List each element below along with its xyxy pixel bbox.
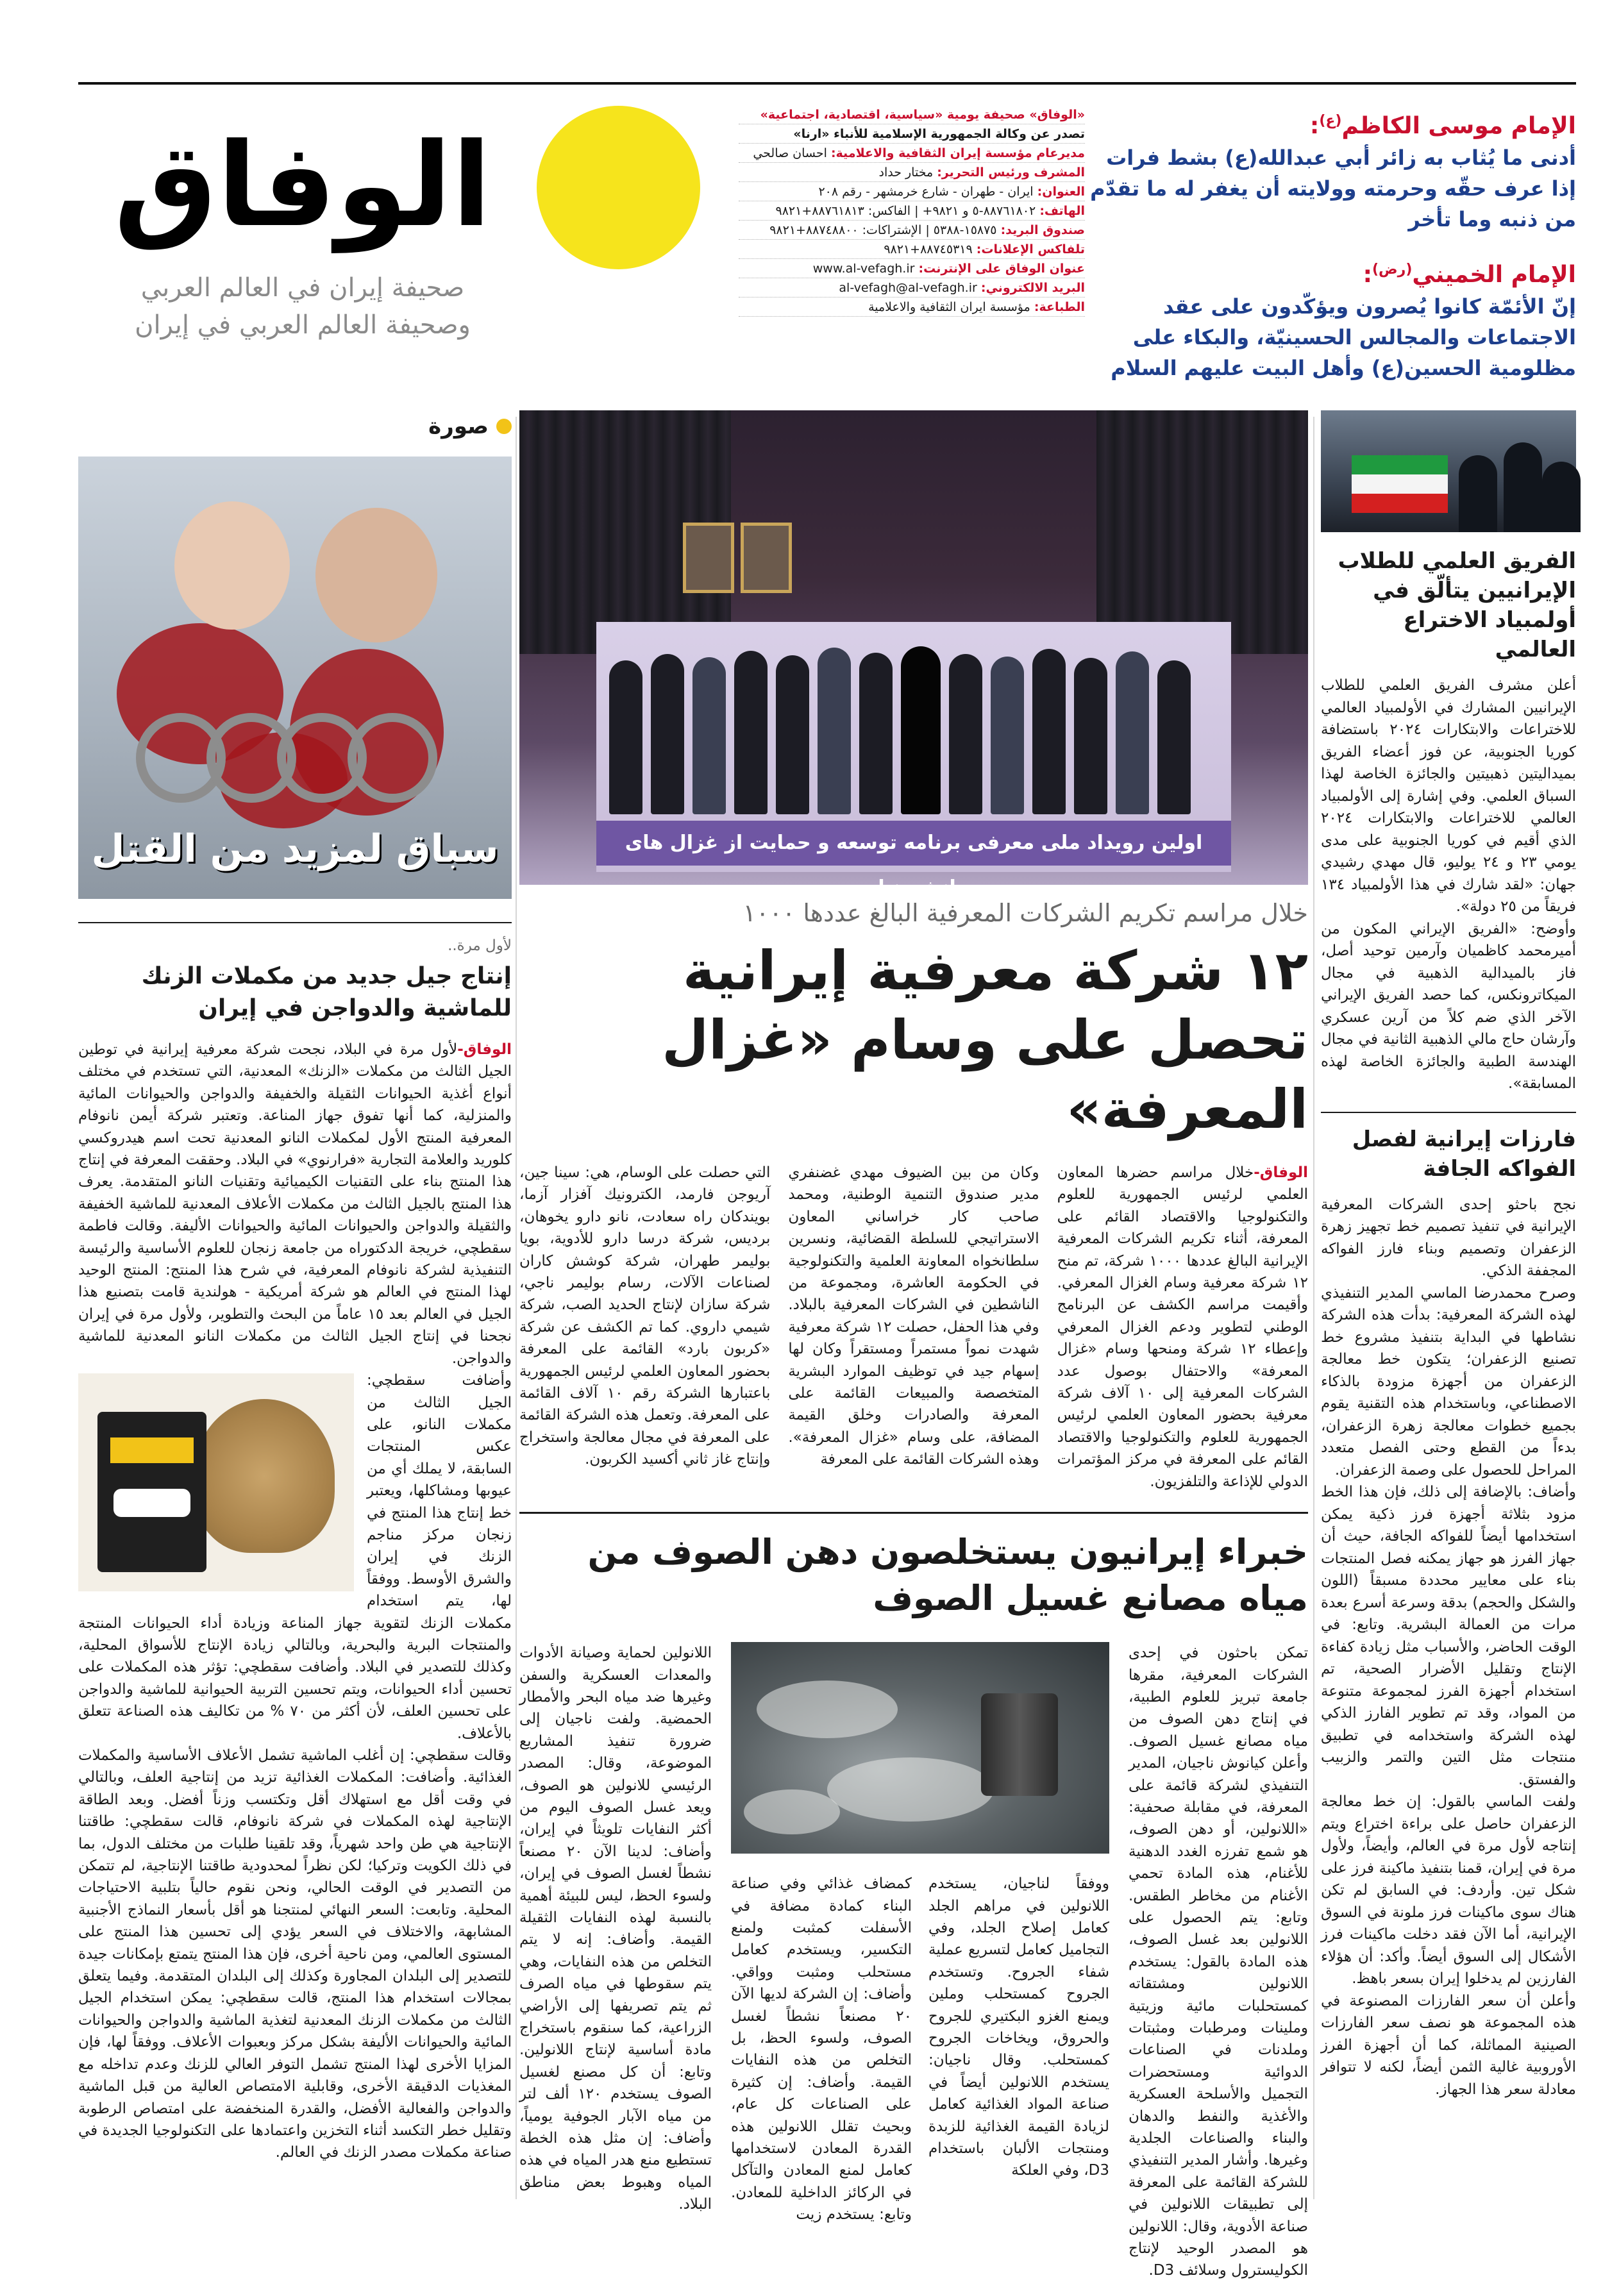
newspaper-logo[interactable] bbox=[78, 103, 527, 344]
guest-figure bbox=[692, 657, 726, 814]
imprint-box bbox=[739, 105, 1085, 317]
quote-speaker: الإمام موسى الكاظم$^{(ع)}$: bbox=[1309, 113, 1576, 139]
guest-figure bbox=[949, 654, 982, 814]
guest-figure bbox=[1116, 651, 1149, 814]
article-body: وصرح محمدرضا الماسي المدير التنفيذي لهذه الشركة المعرفية: بدأت هذه الشركة نشاطها في البداية بتنفيذ مشروع خط تصنيع الزعفران؛ يتكون خط معالجة الزعفران من أجهزة مزودة بالذكاء الاصطناعي، وباستخدام هذه التقنية يقوم بجميع خطوات معالجة زهرة الزعفران، بدءاً من القطع وحتى الفصل متعدد المراحل للحصول على وصمة الزعفران. bbox=[1321, 1284, 1576, 1479]
guest-figure bbox=[901, 646, 941, 814]
guest-figure bbox=[1074, 658, 1107, 814]
article-body: وأضاف: بالإضافة إلى ذلك، فإن هذا الخط مزود بثلاثة أجهزة فرز ذكية يمكن استخدامها أيضاً للفواكه الجافة، حيث أن جهاز الفرز هو جهاز يمكنه فصل المنتجات بناء على معايير محددة مسبقاً (اللون والشكل والحجم) بدقة وسرعة أسرع بعدة مرات من العمالة البشرية. وتابع: في الوقت الحاضر، والأسباب مثل زيادة كفاءة الإنتاج وتقليل الأضرار الصحية، تم استخدام أجهزة الفرز لمجموعة متنوعة من المواد، وقد تم تطوير الفارز الذكي لهذه الشركة واستخدامه في تطبيق منتجات مثل التين والتمر والزبيب والفستق. bbox=[1321, 1484, 1576, 1788]
logo-subtitle: وصحيفة العالم العربي في إيران bbox=[135, 310, 471, 340]
caricature-head bbox=[174, 501, 290, 630]
article-kicker: لأول مرة.. bbox=[448, 937, 512, 954]
article-column: تمكن باحثون في إحدى الشركات المعرفية، مقرها جامعة تبريز للعلوم الطبية، في إنتاج دهن الصوف من مياه مصانع غسيل الصوف. وأعلن كيانوش ناجيان، المدير التنفيذي لشركة قائمة على المعرفة، في مقابلة صحفية: «اللانولين، أو دهن الصوف، هو شمع تفرزه الغدد الدهنية للأغنام، هذه المادة تحمي الأغنام من مخاطر الطقس. وتابع: يتم الحصول على اللانولين بعد غسل الصوف، هذه المادة بالقول: يستخدم اللانولين ومشتقاته كمستحلبات مائية وزيتية وملينات ومرطبات ومثبتات وملدنات في الصناعات الدوائية ومستحضرات التجميل والأسلحة العسكرية والأغذية والنفط والدهان والبناء والصناعات الجلدية وغيرها. وأشار المدير التنفيذي للشركة القائمة على المعرفة إلى تطبيقات اللانولين في صناعة الأدوية، وقال: اللانولين هو المصدر الوحيد لإنتاج الكوليسترول وسلائف D3. bbox=[1129, 1645, 1308, 2279]
guest-figure bbox=[1032, 649, 1066, 814]
cartoon-image[interactable] bbox=[78, 457, 512, 899]
article-body: وقالت سقطچي: إن أغلب الماشية تشمل الأعلاف الأساسية والمكملات الغذائية. وأضافت: المكملات الغذائية تزيد من إنتاجية العلف، وبالتالي في وقت أقل مع استهلاك أقل وتكتسب وزناً أفضل. وبعد الطاقة الإنتاجية لهذه المكملات في شركة نانوفام، قالت سقطچي: طاقتنا الإنتاجية هي طن واحد شهرياً، وقد تلقينا طلبات من مختلف الدول، بما في ذلك الكويت وتركيا؛ لكن نظراً لمحدودية طاقتنا الإنتاجية، لم تتمكن من التصدير في الوقت الحالي، ونحن نقوم حالياً بتلبية الاحتياجات المحلية. وتابعت: السعر النهائي لمنتجنا هو أقل بأسعار النماذج الأجنبية المشابهة، والاختلاف في السعر يؤدي إلى تحسين هذا المنتج على المستوى العالمي، ومن ناحية أخرى، فإن هذا المنتج يتمتع بإمكانات جيدة للتصدير إلى البلدان المجاورة وكذلك إلى البلدان المتقدمة. وفيما يتعلق بمجالات استخدام هذا المنتج، قالت سقطچي: يمكن استخدام الجيل الثالث من مكملات الزنك المعدنية لتغذية الماشية والدواجن والحيوانات المائية والحيوانات الأليفة بشكل مركز وبعبوات الأعلاف. ووفقاً لها، فإن المزايا الأخرى لهذا المنتج تشمل التوفر العالي للزنك وعدم تداخله مع المغذيات الدقيقة الأخرى، وقابلية الامتصاص العالية من قبل الماشية والدواجن والفعالية الأفضل، والقدرة المنخفضة على امتصاص الرطوبة وتقليل خطر التكسد أثناء التخزين واعتمادها على التكنولوجيا الجديدة في صناعة مكملات مصدر الزنك في العالم. bbox=[78, 1747, 512, 2161]
imprint-tagline: تصدر عن وكالة الجمهورية الإسلامية للأنباء «ارنا» bbox=[739, 124, 1085, 144]
imprint-line: الهاتف: ٨٨٧٦١٨٠٢-٥ و ٩٨٢١+ | الفاكس: ٨٨٧٦١٨١٣+٩٨٢١ bbox=[739, 201, 1085, 221]
quote-speaker: الإمام الخميني$^{(رض)}$: bbox=[1363, 262, 1576, 288]
article-column: كمضاف غذائي وفي صناعة البناء كمادة مضافة في الأسفلت كمثبت ولمنع التكسير، ويستخدم كعامل مستحلب ومثبت وواقي. وأضاف: إن الشركة لديها الآن ٢٠ مصنعاً نشطاً لغسل الصوف، ولسوء الحظ، بل التخلص من هذه النفايات القيمة. وأضاف: إن كثيرة على الصناعات كل عام، وبحيث تقلل اللانولين هذه القدرة المعادن لاستخدامها كعامل لمنع المعادن والتآكل في الركائز الداخلية للمعادن. وتابع: يستخدم زيت bbox=[731, 1875, 912, 2224]
olympic-ring bbox=[348, 713, 437, 803]
imprint-website[interactable]: عنوان الوفاق على الإنترنت: www.al-vefagh.ir bbox=[739, 259, 1085, 278]
dot-icon bbox=[496, 419, 512, 434]
logo-subtitle: صحيفة إيران في العالم العربي bbox=[140, 273, 465, 303]
portrait-frame bbox=[741, 523, 792, 593]
article-columns bbox=[731, 1873, 1109, 2226]
center-column bbox=[519, 410, 1308, 2279]
quote-text: أدنى ما يُثاب به زائر أبي عبدالله(ع) بشط فرات إذا عرف حقّه وحرمته وولايته أن يغفر له ما تقدّم من ذنبه وما تأخر bbox=[1090, 146, 1576, 231]
guest-figure bbox=[818, 648, 851, 814]
quotes-panel bbox=[1089, 105, 1576, 403]
person-figure bbox=[1504, 442, 1542, 532]
article-body: وأوضح: «الفريق الإيراني المكون من أميرمحمد كاظميان وآرمين توحيد أصل، فاز بالميدالية الذهبية في مجال الميكاترونكس، كما حصد الفريق الإيراني الآخر الذي ضم كلاً من آرين عسكري وآرشان حاج مالي الذهبية الثانية في مجال الهندسة الطبية والجائزة الخاصة لهذه المسابقة». bbox=[1321, 920, 1576, 1092]
product-image bbox=[78, 1373, 354, 1591]
imprint-line: مديرعام مؤسسة إيران الثقافية والاعلامية: احسان صالحي bbox=[739, 144, 1085, 163]
imprint-line: صندوق البريد: ١٥٨٧٥-٥٣٨٨ | الإشتراكات: ٨٨٧٤٨٨٠٠+٩٨٢١ bbox=[739, 221, 1085, 240]
left-column bbox=[78, 410, 512, 2199]
quote-text: إنّ الأئمّة كانوا يُصرون ويؤكّدون على عقد الاجتماعات والمجالس الحسينيّة، والبكاء على مظلومية الحسين(ع) وأهل البيت عليهم السلام bbox=[1111, 294, 1576, 380]
imprint-line: العنوان: ايران - طهران - شارع خرمشهر - رقم ٢٠٨ bbox=[739, 182, 1085, 201]
section-divider bbox=[519, 1512, 1308, 1514]
guest-figure bbox=[859, 653, 893, 814]
imprint-email[interactable]: البريد الالكتروني: al-vefagh@al-vefagh.ir bbox=[739, 278, 1085, 297]
quote-kazem bbox=[1089, 105, 1576, 235]
caricature-head bbox=[315, 508, 437, 642]
portrait-frame bbox=[683, 523, 734, 593]
article-column: اللانولين لحماية وصيانة الأدوات والمعدات العسكرية والسفن وغيرها ضد مياه البحر والأمطار الحمضية. ولفت ناجيان إلى ضرورة تنفيذ المشاريع الموضوعة، وقال: المصدر الرئيسي للانولين هو الصوف، ويعد غسل الصوف اليوم من أكثر النفايات تلويثاً في إيران، وأضاف: لدينا الآن ٢٠ مصنعاً نشطاً لغسل الصوف في إيران، ولسوء الحظ، ليس للبيئة أهمية بالنسبة لهذه النفايات الثقيلة القيمة. وأضاف: إنه لا يتم التخلص من هذه النفايات، وهي يتم سقوطها في مياه الصرف ثم يتم تصريفها إلى الأراضي الزراعية، كما سنقوم باستخراج مادة أساسية لإنتاج اللانولين. وتابع: أن كل مصنع لغسيل الصوف يستخدم ١٢٠ ألف لتر من مياه الآبار الجوفية يومياً، وأضاف: إن مثل هذه الخطة تستطيع منع هدر المياه في هذه المياه وهبوط بعض مناطق البلاد. bbox=[519, 1645, 712, 2213]
guest-figure bbox=[776, 655, 809, 814]
article-body: نجح باحثو إحدى الشركات المعرفية الإيرانية في تنفيذ تصميم خط تجهيز زهرة الزعفران وتصميم وبناء فارز الفواكه المجففة الذكي. bbox=[1321, 1196, 1576, 1279]
yellow-circle-graphic bbox=[537, 106, 700, 269]
guest-figure bbox=[1157, 660, 1191, 814]
lead-tag: الوفاق- bbox=[457, 1041, 512, 1058]
livestock-icon bbox=[113, 1489, 190, 1517]
zinc-article bbox=[78, 1039, 512, 2164]
team-photo bbox=[1321, 410, 1576, 532]
article-column: وكان من بين الضيوف مهدي غضنفري مدير صندوق التنمية الوطنية، ومحمد صاحب كار خراساني المعاون الاستراتيجي للسلطة القضائية، ونسرين سلطانخواه المعاونة العلمية والتكنولوجية في الحكومة العاشرة، ومجموعة من الناشطين في الشركات المعرفية بالبلاد. وفي هذا الحفل، حصلت ١٢ شركة معرفية شهدت نمواً مستمراً ومستقراً وكان لها إسهام جيد في توظيف الموارد البشرية المتخصصة والمبيعات القائمة على المعرفة والصادرات وخلق القيمة المضافة، على وسام «غزال المعرفة». وهذه الشركات القائمة على المعرفة bbox=[788, 1164, 1039, 1468]
imprint-line: المشرف ورئيس التحرير: مختار حداد bbox=[739, 163, 1085, 182]
article-column: التي حصلت على الوسام، هي: سينا جين، آريوجن فارمد، الكترونيك آفزار آزما، بويندكان راه سعادت، نانو دارو يخوهان، بردیس، شرکة درسا دارو للأدوية، بويا بوليمر طهران، شركة كوشش كاران لصناعات الآلات، رسام بوليمر ناجي، شركة سازان لإنتاج الحديد الصب، شركة شيمي داروي. كما تم الكشف عن شركة «كربون بارد» القائمة على المعرفة بحضور المعاون العلمي لرئيس الجمهورية باعتبارها الشركة رقم ١٠ آلاف القائمة على المعرفة. وتعمل هذه الشركة القائمة على المعرفة في مجال معالجة واستخراج وإنتاج غاز ثاني أكسيد الكربون. bbox=[519, 1164, 771, 1468]
masthead bbox=[78, 90, 1576, 398]
ceremony-photo bbox=[519, 410, 1308, 899]
person-figure bbox=[1542, 462, 1581, 532]
guest-figure bbox=[651, 654, 684, 814]
article-title[interactable]: خبراء إيرانيون يستخلصون دهن الصوف من مياه مصانع غسيل الصوف bbox=[587, 1532, 1308, 1619]
article-body: وأعلن أن سعر الفارزات المصنوعة في هذه المجموعة هو نصف سعر الفارزات الصينية المماثلة، كما أن أجهزة الفرز الأوروبية غالية الثمن أيضاً، لكنه لا تتوافر معادلة سعر هذا الجهاز. bbox=[1321, 1992, 1576, 2098]
guest-figure bbox=[991, 657, 1024, 814]
grain-pile bbox=[194, 1399, 335, 1553]
article-column: الوفاق-خلال مراسم حضرها المعاون العلمي لرئيس الجمهورية للعلوم والتكنولوجيا والاقتصاد القائم على المعرفة، أثناء تكريم الشركات المعرفية الإيرانية البالغ عددها ١٠٠٠ شركة، تم منح ١٢ شركة معرفية وسام الغزال المعرفي. وأقيمت مراسم الكشف عن البرنامج الوطني لتطوير ودعم الغزال المعرفي وإعطاء ١٢ شركة ومنحها وسام «غزال المعرفة» والاحتفال بوصول عدد الشركات المعرفية إلى ١٠ آلاف شركة معرفية بحضور المعاون العلمي لرئيس الجمهورية للعلوم والتكنولوجيا والاقتصاد القائم على المعرفة في مركز المؤتمرات الدولي للإذاعة والتلفزيون. bbox=[1057, 1164, 1308, 1490]
article-kicker: خلال مراسم تكريم الشركات المعرفية البالغ عددها ١٠٠٠ bbox=[743, 899, 1308, 927]
logo-wordmark: الوفاق bbox=[113, 119, 492, 253]
article-title[interactable]: فارزات إيرانية لفصل الفواكه الجافة bbox=[1321, 1112, 1576, 1184]
article-body: ولفت الماسي بالقول: إن خط معالجة الزعفران حاصل على براءة اختراع ويتم إنتاجه لأول مرة في العالم، وأيضاً، ولأول مرة في إيران، قمنا بتنفيذ ماكينة فرز على شكل تين. وأردف: في السابق لم تكن هناك سوى ماكينات فرز ملونة في السوق الإيرانية، أما الآن فقد دخلت ماكينات فرز الأشكال إلى السوق أيضاً. وأكد: أن هؤلاء الفارزين لم يدخلوا إيران بسعر باهظ. bbox=[1321, 1793, 1576, 1987]
article-title[interactable]: الفريق العلمي للطلاب الإيرانيين يتألّق في أولمبياد الاختراع العالمي bbox=[1338, 548, 1576, 662]
curtain-graphic bbox=[1096, 410, 1308, 654]
wastewater-photo bbox=[731, 1642, 1109, 1854]
imprint-line: تلفاكس الإعلانات: ٨٨٧٤٥٣١٩+٩٨٢١ bbox=[739, 240, 1085, 259]
wool-article bbox=[519, 1642, 1308, 2296]
guest-figure bbox=[609, 660, 642, 814]
column-divider bbox=[516, 417, 517, 2199]
top-rule bbox=[78, 82, 1576, 85]
article-column: ووفقاً لناجيان، يستخدم اللانولين في مراهم الجلد كعامل إصلاح الجلد، وفي التجاميل كعامل لتسريع عملية شفاء الجروح. وتستخدم الجروح كمستحلب وملين ويمنع الغزو البكتيري للجروح والحروق، ويخاخات الجروح كمستحلب. وقال ناجيان: يستخدم اللانولين أيضاً في صناعة المواد الغذائية كعامل لزيادة القيمة الغذائية للزبدة ومنتجات الألبان باستخدام D3، وفي العلكة bbox=[928, 1875, 1109, 2179]
bag-label bbox=[110, 1437, 194, 1463]
photo-banner-text: اولین رویداد ملی معرفی برنامه توسعه و حمایت از غزال های دانش بنیان bbox=[596, 821, 1231, 866]
imprint-tagline: «الوفاق» صحيفة يومية «سياسية، اقتصادية، اجتماعية» bbox=[739, 105, 1085, 124]
right-column bbox=[1321, 410, 1576, 2199]
column-divider bbox=[1313, 417, 1314, 2199]
lead-tag: الوفاق- bbox=[1254, 1164, 1308, 1181]
section-divider bbox=[78, 922, 512, 923]
imprint-line: الطباعة: مؤسسة ايران الثقافية والاعلامية bbox=[739, 297, 1085, 317]
lead-article-body bbox=[519, 1162, 1308, 1493]
article-body: الوفاق-لأول مرة في البلاد، نجحت شركة معرفية إيرانية في توطين الجيل الثالث من مكملات «الزنك» المعدنية، التي تستخدم في مختلف أنواع أغذية الحيوانات الثقيلة والخفيفة والدواجن والحيوانات المائية والمنزلية، كما أنها تفوق جهاز المناعة. وتعتبر شركة أيمن نانوفام المعرفية المنتج الأول لمكملات النانو المعدنية تحت اسم هيدروكسي كلوريد والعلامة التجارية «فرارنوي» في البلاد. وحققت المعرفة في إنتاج هذا المنتج بناء على التقنيات الكيميائية وتقنيات النانو المتقدمة. يعرف هذا المنتج بالجيل الثالث من مكملات الأعلاف المعدنية للماشية الخفيفة والثقيلة والدواجن والحيوانات المائية والحيوانات الأليفة. وقالت فاطمة سقطچي، خريجة الدكتوراه من جامعة زنجان للعلوم الأساسية والرئيسة التنفيذية لشركة نانوفام المعرفية، في شرح هذا المنتج: المنتج الوحيد لهذا المنتج في العالم هو شركة أمريكية - هولندية قامت بتصنيع هذا الجيل في العالم بعد ١٥ عاماً من البحث والتطوير، ولأول مرة في إيران نجحنا في إنتاج الجيل الثالث من مكملات النانو المعدنية للماشية والدواجن. bbox=[78, 1041, 512, 1367]
iran-flag-icon bbox=[1352, 455, 1448, 513]
quote-khomeini bbox=[1089, 254, 1576, 383]
section-label: صورة bbox=[78, 410, 512, 442]
guest-figure bbox=[734, 651, 768, 814]
cartoon-caption: سباق لمزيد من القتل bbox=[91, 826, 499, 871]
article-title[interactable]: إنتاج جيل جديد من مكملات الزنك للماشية والدواجن في إيران bbox=[141, 963, 512, 1021]
pipe-graphic bbox=[981, 1693, 1058, 1796]
article-body: أعلن مشرف الفريق العلمي للطلاب الإيرانيين المشارك في الأولمبياد العالمي للاختراعات والابتكارات ٢٠٢٤ باستضافة كوريا الجنوبية، عن فوز أعضاء الفريق بميداليتين ذهبيتين والجائزة الخاصة لهذا السباق العلمي. وفي إشارة إلى الأولمبياد العالمي للاختراعات والابتكارات ٢٠٢٤ الذي أقيم في كوريا الجنوبية على مدى يومي ٢٣ و ٢٤ يوليو، قال مهدي رشيدي جهان: «لقد شارك في هذا الأولمبياد ١٣٤ فريقاً من ٢٥ دولة». bbox=[1321, 677, 1577, 915]
main-headline[interactable]: ١٢ شركة معرفية إيرانية تحصل على وسام «غزال المعرفة» bbox=[662, 939, 1308, 1141]
article-body: وأضافت سقطچي: الجيل الثالث من مكملات النانو، على عكس المنتجات السابقة، لا يملك أي من عيوبها ومشاكلها، ويعتبر خط إنتاج هذا المنتج في زنجان مركز مناجم الزنك في إيران والشرق الأوسط. ووفقاً لها، يتم استخدام مكملات الزنك لتقوية جهاز المناعة وزيادة أداء الحيوانات المنتجة والمنتجات البرية والبحرية، وبالتالي زيادة الإنتاج للأسواق المحلية، وكذلك للتصدير في البلاد. وأضافت سقطچي: تؤثر هذه المكملات على تحسين أداء الحيوانات، ويتم تحسين التربية الحيوانية للماشية والدواجن على تحسين العلف، لأن أكثر من ٧٠ % من تكاليف هذه الصناعة تتعلق بالأعلاف. bbox=[78, 1372, 512, 1742]
person-figure bbox=[1459, 455, 1497, 532]
